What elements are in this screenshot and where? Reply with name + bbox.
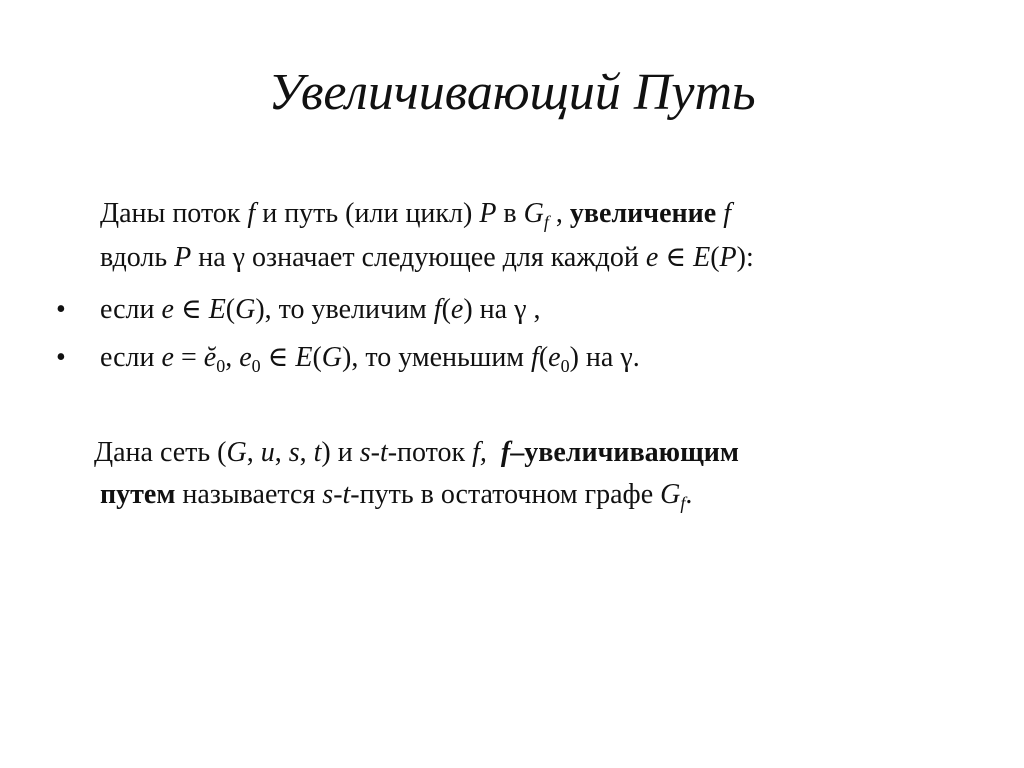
text-fragment: ) на γ , [463, 294, 541, 325]
math-var-f: f [433, 294, 442, 325]
text-fragment: -поток [387, 437, 473, 468]
text-fragment: , [548, 198, 570, 229]
text-fragment: ∈ [260, 342, 296, 373]
math-var-t: t [313, 437, 322, 468]
text-fragment: = [173, 342, 204, 373]
text-fragment: Даны поток [100, 198, 248, 229]
math-var-u: u [260, 437, 275, 468]
math-subscript-f: f [680, 493, 686, 513]
text-fragment: ( [710, 242, 720, 273]
math-subscript-0: 0 [251, 356, 261, 376]
text-fragment: . [685, 479, 693, 510]
math-var-s: s [322, 479, 334, 510]
math-var-e-breve: ĕ [203, 342, 217, 373]
text-fragment [487, 437, 501, 468]
math-var-t: t [379, 437, 388, 468]
text-line [94, 437, 739, 468]
text-fragment: , [299, 437, 314, 468]
text-fragment: в [496, 198, 524, 229]
math-var-e: e [450, 294, 464, 325]
bullet-mark: • [56, 342, 66, 373]
text-fragment: если [100, 294, 162, 325]
bullet-mark: • [56, 294, 66, 325]
definition-paragraph [100, 192, 980, 280]
math-subscript-0: 0 [216, 356, 226, 376]
math-var-f: f, [472, 437, 487, 468]
math-var-E: E [295, 342, 313, 373]
text-fragment: ( [538, 342, 549, 373]
text-fragment: на γ означает следующее для каждой [191, 242, 646, 273]
text-fragment: , [225, 342, 240, 373]
math-var-f: f [531, 342, 539, 373]
math-var-e: e [161, 342, 174, 373]
text-fragment: ∈ [658, 242, 694, 273]
math-var-P: P [174, 242, 192, 273]
text-fragment: ( [441, 294, 451, 325]
text-fragment: ( [312, 342, 322, 373]
math-var-f: f [247, 198, 256, 229]
text-fragment: ∈ [173, 294, 209, 325]
text-fragment: ), то увеличим [255, 294, 434, 325]
bullet-text [100, 338, 640, 378]
math-var-G: G [321, 342, 343, 373]
math-subscript-0: 0 [560, 356, 570, 376]
text-fragment: ) на γ. [569, 342, 640, 373]
math-var-P: P [479, 198, 497, 229]
text-fragment: называется [175, 479, 323, 510]
bold-term-path: путем [100, 479, 176, 510]
math-var-G: G [523, 198, 544, 229]
math-var-t: t [342, 479, 351, 510]
bullet-text [100, 290, 540, 330]
augmenting-path-definition [94, 432, 980, 516]
text-fragment: вдоль [100, 242, 175, 273]
text-fragment: -путь в остаточном графе [350, 479, 661, 510]
text-fragment: и путь (или цикл) [255, 198, 480, 229]
math-var-G: G [226, 437, 247, 468]
math-var-G: G [235, 294, 256, 325]
math-var-s: s [359, 437, 371, 468]
math-var-e: e [161, 294, 174, 325]
slide-title: Увеличивающий Путь [268, 64, 756, 121]
math-var-G: G [660, 479, 681, 510]
text-fragment: - [333, 479, 343, 510]
text-fragment: , [246, 437, 261, 468]
text-fragment: - [370, 437, 380, 468]
text-fragment: ), то уменьшим [342, 342, 532, 373]
math-subscript-f: f [543, 212, 549, 232]
math-var-e: e [548, 342, 561, 373]
text-fragment: ) и [321, 437, 360, 468]
math-var-e: e [239, 342, 252, 373]
text-fragment: Дана сеть ( [94, 437, 227, 468]
bold-term-increase: увеличение [569, 198, 717, 229]
text-fragment: ( [225, 294, 236, 325]
math-var-P: P [719, 242, 737, 273]
bold-math-var-f: f [500, 437, 511, 468]
text-fragment: если [100, 342, 162, 373]
math-var-s: s [288, 437, 300, 468]
text-fragment: , [274, 437, 289, 468]
text-fragment: ): [736, 242, 754, 273]
math-var-f: f [723, 198, 731, 229]
bold-term-augmenting: –увеличивающим [510, 437, 739, 468]
math-var-e: e [645, 242, 659, 273]
math-var-E: E [693, 242, 711, 273]
math-var-E: E [208, 294, 226, 325]
